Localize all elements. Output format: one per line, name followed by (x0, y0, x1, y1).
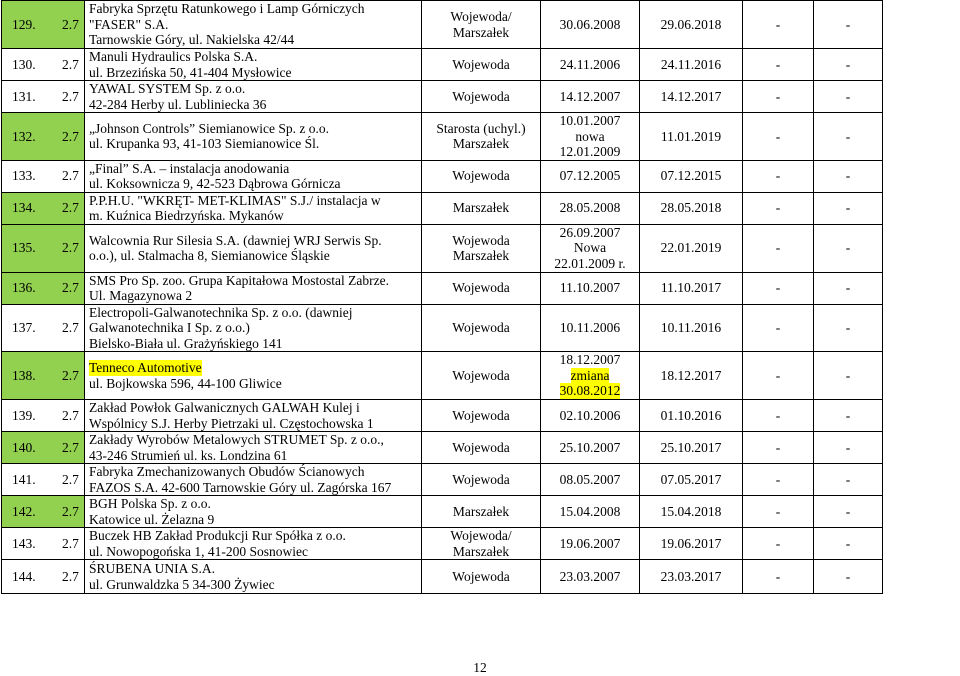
issue-date-cell (541, 113, 640, 161)
company-name-cell (85, 49, 422, 81)
valid-until-cell: 11.01.2019 (640, 113, 743, 161)
category-code: 2.7 (62, 503, 79, 519)
cell-line: 10.11.2006 (559, 320, 621, 335)
authority-cell (422, 49, 541, 81)
cell-line: Nowa (573, 240, 607, 256)
table-row (2, 192, 883, 224)
column5-cell: - (743, 496, 814, 528)
valid-until-cell: 24.11.2016 (640, 49, 743, 81)
cell-line: Bielsko-Biała ul. Grażyńskiego 141 (89, 335, 283, 351)
table-row (2, 560, 883, 594)
row-number-cell (2, 464, 85, 496)
valid-until-cell: 11.10.2017 (640, 272, 743, 304)
row-number: 143. (12, 535, 36, 551)
authority-cell (422, 352, 541, 400)
category-code: 2.7 (62, 407, 79, 423)
row-number-cell (2, 528, 85, 560)
cell-line: Wojewoda (452, 367, 510, 383)
cell-line: nowa (575, 128, 605, 144)
cell-line: ul. Nowopogońska 1, 41-200 Sosnowiec (89, 543, 308, 559)
column6-cell: - (814, 560, 883, 594)
cell-line: 25.10.2007 (559, 439, 621, 455)
column5-cell: - (743, 560, 814, 594)
cell-line: 02.10.2006 (559, 407, 621, 423)
cell-line: 26.09.2007 (559, 224, 621, 240)
column6-cell: - (814, 304, 883, 352)
company-name-cell (85, 272, 422, 304)
issue-date-cell (541, 432, 640, 464)
cell-line: Zakład Powłok Galwanicznych GALWAH Kulej i (89, 400, 360, 415)
row-number: 142. (12, 503, 36, 519)
category-code: 2.7 (62, 128, 79, 144)
row-number-cell (2, 272, 85, 304)
row-number: 130. (12, 56, 36, 72)
row-number-cell (2, 81, 85, 113)
category-code: 2.7 (62, 240, 79, 256)
cell-line: Marszałek (452, 24, 510, 40)
column5-cell: - (743, 160, 814, 192)
company-name-cell (85, 192, 422, 224)
issue-date-cell (541, 192, 640, 224)
table-row (2, 352, 883, 400)
valid-until-cell: 23.03.2017 (640, 560, 743, 594)
valid-until-cell: 07.12.2015 (640, 160, 743, 192)
cell-line: Marszałek (452, 248, 510, 263)
category-code: 2.7 (62, 367, 79, 383)
cell-line: Wspólnicy S.J. Herby Pietrzaki ul. Częstochowska 1 (89, 415, 374, 431)
company-name-cell (85, 528, 422, 560)
cell-line: Starosta (uchyl.) (436, 120, 526, 136)
cell-line: SMS Pro Sp. zoo. Grupa Kapitałowa Mostostal Zabrze. (89, 272, 389, 288)
table-row (2, 272, 883, 304)
row-number-cell (2, 1, 85, 49)
issue-date-cell (541, 528, 640, 560)
cell-line: Zakłady Wyrobów Metalowych STRUMET Sp. z o.o., (89, 432, 384, 447)
valid-until-cell: 28.05.2018 (640, 192, 743, 224)
issue-date-cell (541, 304, 640, 352)
column6-cell: - (814, 192, 883, 224)
company-name-cell (85, 400, 422, 432)
category-code: 2.7 (62, 535, 79, 551)
company-name-cell (85, 304, 422, 352)
column5-cell: - (743, 1, 814, 49)
cell-line: ŚRUBENA UNIA S.A. (89, 561, 216, 576)
table-row (2, 81, 883, 113)
cell-line: Wojewoda (452, 439, 510, 455)
valid-until-cell: 18.12.2017 (640, 352, 743, 400)
company-name-cell (85, 81, 422, 113)
cell-line: 42-284 Herby ul. Lubliniecka 36 (89, 96, 267, 112)
cell-line: 18.12.2007 (559, 352, 621, 368)
cell-line: m. Kuźnica Biedrzyńska. Mykanów (89, 208, 284, 223)
category-code: 2.7 (62, 16, 79, 32)
cell-line: Walcownia Rur Silesia S.A. (dawniej WRJ Serwis Sp. (89, 232, 382, 248)
authority-cell (422, 560, 541, 594)
column5-cell: - (743, 49, 814, 81)
cell-line: Fabryka Zmechanizowanych Obudów Ścianowych (89, 464, 365, 479)
column6-cell: - (814, 464, 883, 496)
column6-cell: - (814, 81, 883, 113)
column6-cell: - (814, 432, 883, 464)
cell-line: Wojewoda (452, 471, 510, 487)
cell-line: ul. Brzezińska 50, 41-404 Mysłowice (89, 64, 292, 80)
category-code: 2.7 (62, 88, 79, 104)
valid-until-cell: 07.05.2017 (640, 464, 743, 496)
cell-line: Wojewoda (452, 168, 510, 184)
table-row (2, 113, 883, 161)
cell-line: Katowice ul. Żelazna 9 (89, 511, 215, 527)
cell-line: Marszałek (452, 503, 510, 519)
cell-line: Buczek HB Zakład Produkcji Rur Spółka z o.o. (89, 528, 346, 543)
authority-cell (422, 113, 541, 161)
cell-line: 15.04.2008 (559, 503, 621, 519)
table-row (2, 1, 883, 49)
authority-cell (422, 272, 541, 304)
cell-line: Wojewoda (452, 320, 510, 335)
cell-line: 14.12.2007 (559, 88, 621, 104)
cell-line: zmiana (570, 367, 610, 383)
authority-cell (422, 432, 541, 464)
cell-line: 28.05.2008 (559, 200, 621, 216)
valid-until-cell: 01.10.2016 (640, 400, 743, 432)
row-number-cell (2, 400, 85, 432)
valid-until-cell: 14.12.2017 (640, 81, 743, 113)
row-number-cell (2, 304, 85, 352)
company-name-cell (85, 432, 422, 464)
row-number-cell (2, 160, 85, 192)
row-number: 139. (12, 407, 36, 423)
cell-line: o.o.), ul. Stalmacha 8, Siemianowice Śląskie (89, 248, 330, 263)
cell-line: Wojewoda/ (450, 528, 512, 543)
category-code: 2.7 (62, 56, 79, 72)
row-number: 131. (12, 88, 36, 104)
company-name-cell (85, 560, 422, 594)
cell-line: ul. Grunwaldzka 5 34-300 Żywiec (89, 576, 275, 592)
company-name-cell (85, 224, 422, 272)
category-code: 2.7 (62, 168, 79, 184)
column6-cell: - (814, 496, 883, 528)
column6-cell: - (814, 224, 883, 272)
valid-until-cell: 22.01.2019 (640, 224, 743, 272)
table-row (2, 496, 883, 528)
authority-cell (422, 304, 541, 352)
cell-line: Wojewoda (452, 56, 510, 72)
table-row (2, 528, 883, 560)
row-number: 140. (12, 439, 36, 455)
authority-cell (422, 496, 541, 528)
cell-line: Marszałek (452, 200, 510, 216)
table-row (2, 224, 883, 272)
row-number: 133. (12, 168, 36, 184)
column6-cell: - (814, 352, 883, 400)
cell-line: Galwanotechnika I Sp. z o.o.) (89, 320, 250, 335)
row-number-cell (2, 224, 85, 272)
row-number-cell (2, 352, 85, 400)
category-code: 2.7 (62, 200, 79, 216)
column5-cell: - (743, 352, 814, 400)
issue-date-cell (541, 400, 640, 432)
table-row (2, 160, 883, 192)
row-number-cell (2, 192, 85, 224)
row-number-cell (2, 49, 85, 81)
issue-date-cell (541, 464, 640, 496)
column6-cell: - (814, 49, 883, 81)
column6-cell: - (814, 272, 883, 304)
table-row (2, 400, 883, 432)
cell-line: FAZOS S.A. 42-600 Tarnowskie Góry ul. Zagórska 167 (89, 479, 392, 495)
column5-cell: - (743, 432, 814, 464)
authority-cell (422, 224, 541, 272)
column6-cell: - (814, 113, 883, 161)
cell-line: Tenneco Automotive (89, 360, 202, 375)
authority-cell (422, 400, 541, 432)
cell-line: Wojewoda (452, 88, 510, 104)
row-number: 132. (12, 128, 36, 144)
company-name-cell (85, 113, 422, 161)
issue-date-cell (541, 49, 640, 81)
column5-cell: - (743, 81, 814, 113)
category-code: 2.7 (62, 568, 79, 584)
table-row (2, 432, 883, 464)
authority-cell (422, 1, 541, 49)
cell-line: 07.12.2005 (559, 168, 621, 184)
cell-line: Wojewoda (452, 407, 510, 423)
cell-line: 11.10.2007 (559, 280, 621, 296)
authority-cell (422, 528, 541, 560)
company-name-cell (85, 496, 422, 528)
authority-cell (422, 160, 541, 192)
valid-until-cell: 25.10.2017 (640, 432, 743, 464)
column5-cell: - (743, 464, 814, 496)
cell-line: 30.06.2008 (559, 16, 621, 32)
row-number: 136. (12, 280, 36, 296)
row-number: 141. (12, 471, 36, 487)
cell-line: Manuli Hydraulics Polska S.A. (89, 49, 258, 64)
issue-date-cell (541, 81, 640, 113)
cell-line: BGH Polska Sp. z o.o. (89, 496, 211, 511)
row-number-cell (2, 560, 85, 594)
cell-line: 12.01.2009 (559, 144, 621, 159)
cell-line: 24.11.2006 (559, 56, 621, 72)
issue-date-cell (541, 160, 640, 192)
permits-table (1, 0, 883, 594)
row-number: 144. (12, 568, 36, 584)
column5-cell: - (743, 400, 814, 432)
valid-until-cell: 15.04.2018 (640, 496, 743, 528)
cell-line: Wojewoda (452, 568, 510, 584)
cell-line: Wojewoda (452, 280, 510, 296)
cell-line: 30.08.2012 (559, 383, 621, 399)
row-number-cell (2, 496, 85, 528)
issue-date-cell (541, 560, 640, 594)
cell-line: Fabryka Sprzętu Ratunkowego i Lamp Górniczych (89, 1, 365, 17)
column6-cell: - (814, 160, 883, 192)
column6-cell: - (814, 1, 883, 49)
authority-cell (422, 81, 541, 113)
row-number: 129. (12, 16, 36, 32)
cell-line: P.P.H.U. "WKRĘT- MET-KLIMAS" S.J./ instalacja w (89, 192, 381, 208)
cell-line: 08.05.2007 (559, 471, 621, 487)
row-number: 137. (12, 320, 36, 335)
column5-cell: - (743, 192, 814, 224)
cell-line: Wojewoda/ (450, 9, 512, 24)
issue-date-cell (541, 496, 640, 528)
column5-cell: - (743, 272, 814, 304)
cell-line: 22.01.2009 r. (554, 255, 626, 271)
company-name-cell (85, 352, 422, 400)
valid-until-cell: 29.06.2018 (640, 1, 743, 49)
issue-date-cell (541, 1, 640, 49)
issue-date-cell (541, 272, 640, 304)
category-code: 2.7 (62, 280, 79, 296)
cell-line: Marszałek (452, 136, 510, 152)
row-number: 138. (12, 367, 36, 383)
row-number-cell (2, 113, 85, 161)
cell-line: Wojewoda (452, 232, 510, 248)
table-row (2, 464, 883, 496)
issue-date-cell (541, 352, 640, 400)
category-code: 2.7 (62, 320, 79, 335)
cell-line: ul. Bojkowska 596, 44-100 Gliwice (89, 375, 282, 391)
valid-until-cell: 19.06.2017 (640, 528, 743, 560)
column6-cell: - (814, 400, 883, 432)
cell-line: ul. Krupanka 93, 41-103 Siemianowice Śl. (89, 136, 320, 152)
cell-line: 10.01.2007 (559, 113, 621, 128)
column6-cell: - (814, 528, 883, 560)
cell-line: Marszałek (452, 543, 510, 559)
row-number-cell (2, 432, 85, 464)
issue-date-cell (541, 224, 640, 272)
cell-line: Ul. Magazynowa 2 (89, 288, 193, 303)
cell-line: 43-246 Strumień ul. ks. Londzina 61 (89, 447, 288, 463)
table-row (2, 304, 883, 352)
category-code: 2.7 (62, 439, 79, 455)
cell-line: „Johnson Controls” Siemianowice Sp. z o.o. (89, 120, 329, 136)
cell-line: 23.03.2007 (559, 568, 621, 584)
company-name-cell (85, 160, 422, 192)
column5-cell: - (743, 224, 814, 272)
cell-line: „Final” S.A. – instalacja anodowania (89, 160, 290, 176)
valid-until-cell: 10.11.2016 (640, 304, 743, 352)
cell-line: YAWAL SYSTEM Sp. z o.o. (89, 81, 246, 96)
row-number: 134. (12, 200, 36, 216)
authority-cell (422, 464, 541, 496)
cell-line: ul. Koksownicza 9, 42-523 Dąbrowa Górnicza (89, 176, 341, 191)
cell-line: Tarnowskie Góry, ul. Nakielska 42/44 (89, 32, 295, 48)
company-name-cell (85, 1, 422, 49)
table-row (2, 49, 883, 81)
company-name-cell (85, 464, 422, 496)
column5-cell: - (743, 304, 814, 352)
page-number: 12 (473, 660, 487, 675)
authority-cell (422, 192, 541, 224)
column5-cell: - (743, 113, 814, 161)
cell-line: 19.06.2007 (559, 535, 621, 551)
cell-line: "FASER" S.A. (89, 16, 169, 32)
category-code: 2.7 (62, 471, 79, 487)
cell-line: Electropoli-Galwanotechnika Sp. z o.o. (dawniej (89, 304, 353, 320)
column5-cell: - (743, 528, 814, 560)
row-number: 135. (12, 240, 36, 256)
